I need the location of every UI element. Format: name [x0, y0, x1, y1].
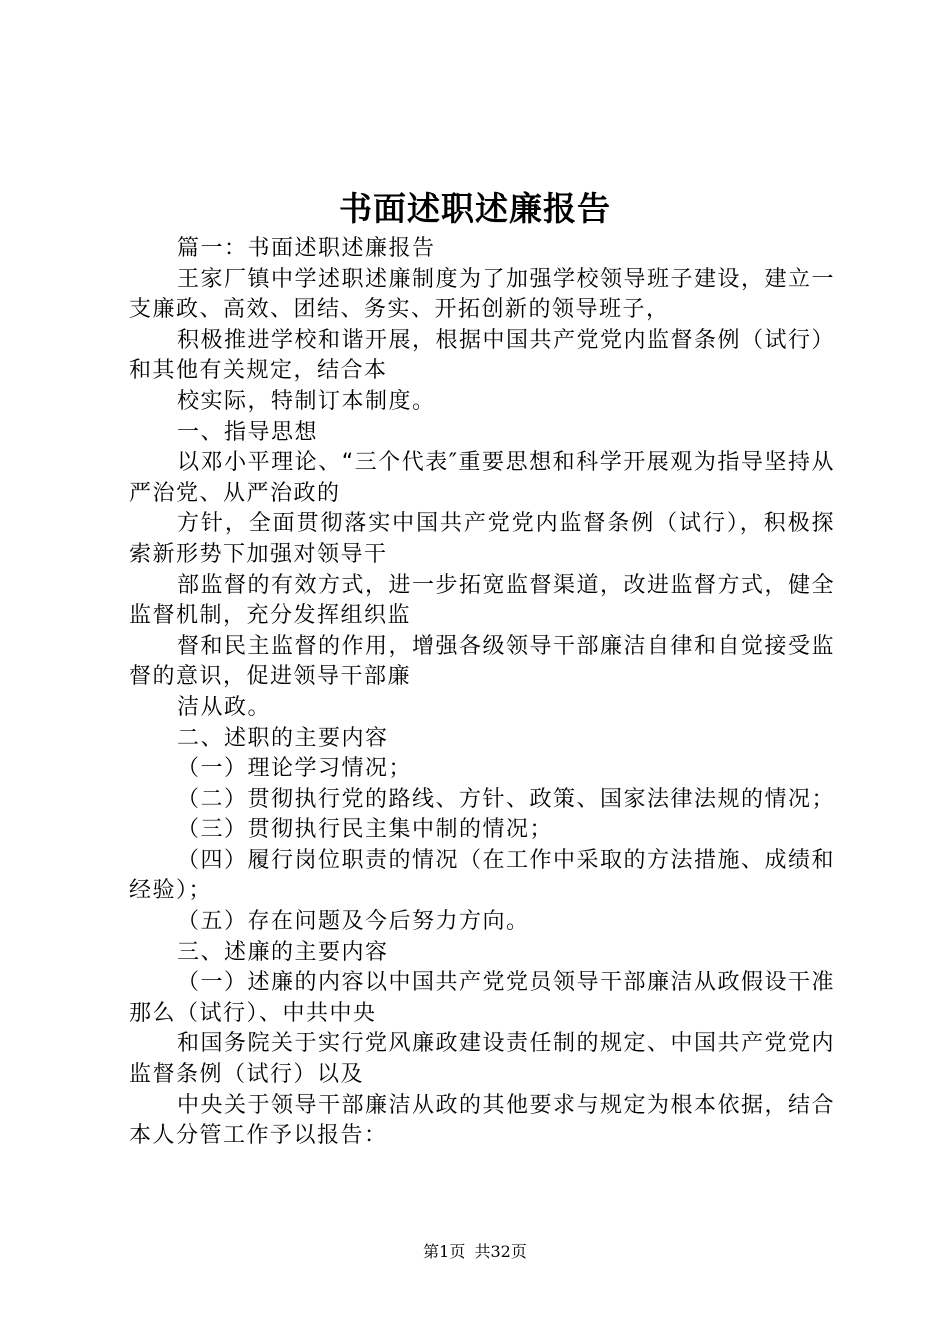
- section-heading: 一、指导思想: [177, 419, 319, 445]
- list-item: （二）贯彻执行党的路线、方针、政策、国家法律法规的情况；: [177, 786, 836, 812]
- page-footer: [0, 1240, 950, 1264]
- paragraph: 部监督的有效方式，进一步拓宽监督渠道，改进监督方式，健全监督机制，充分发挥组织监: [129, 572, 836, 629]
- paragraph: 以邓小平理论、“三个代表″重要思想和科学开展观为指导坚持从严治党、从严治政的: [129, 450, 835, 506]
- page-number: 第1页: [423, 1242, 466, 1261]
- list-item: （一）述廉的内容以中国共产党党员领导干部廉洁从政假设干准那么（试行）、中共中央: [129, 970, 836, 1026]
- list-item: （三）贯彻执行民主集中制的情况；: [177, 817, 554, 843]
- paragraph: 中央关于领导干部廉洁从政的其他要求与规定为根本依据，结合本人分管工作予以报告：: [129, 1092, 836, 1149]
- list-item: （五）存在问题及今后努力方向。: [177, 909, 530, 935]
- section-heading: 三、述廉的主要内容: [177, 939, 389, 965]
- paragraph: 篇一：书面述职述廉报告: [177, 236, 436, 261]
- list-item: （四）履行岗位职责的情况（在工作中采取的方法措施、成绩和经验）；: [129, 847, 836, 904]
- document-body: [129, 234, 835, 1152]
- paragraph: 洁从政。: [177, 694, 272, 720]
- document-title: 书面述职述廉报告: [339, 189, 611, 228]
- paragraph: 督和民主监督的作用，增强各级领导干部廉洁自律和自觉接受监督的意识，促进领导干部廉: [129, 633, 836, 690]
- list-item: （一）理论学习情况；: [177, 756, 413, 782]
- paragraph: 和国务院关于实行党风廉政建设责任制的规定、中国共产党党内监督条例（试行）以及: [129, 1031, 836, 1088]
- paragraph: 积极推进学校和谐开展，根据中国共产党党内监督条例（试行）和其他有关规定，结合本: [129, 327, 836, 384]
- page-total: 共32页: [474, 1242, 527, 1261]
- section-heading: 二、述职的主要内容: [177, 725, 389, 751]
- paragraph: 校实际，特制订本制度。: [177, 388, 436, 414]
- paragraph: 王家厂镇中学述职述廉制度为了加强学校领导班子建设，建立一支廉政、高效、团结、务实、开拓创新的领导班子，: [129, 266, 836, 323]
- paragraph: 方针，全面贯彻落实中国共产党党内监督条例（试行），积极探索新形势下加强对领导干: [129, 511, 835, 567]
